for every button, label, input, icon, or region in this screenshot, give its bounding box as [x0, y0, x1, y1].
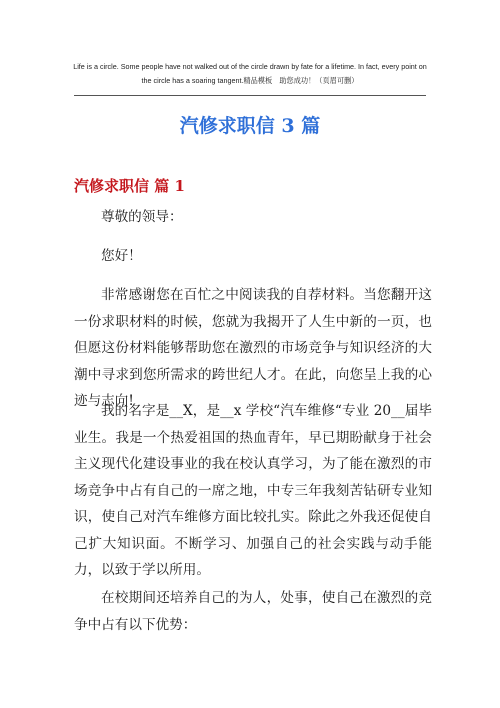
hello-paragraph: 您好！	[101, 248, 142, 264]
intro-paragraph: 非常感谢您在百忙之中阅读我的自荐材料。当您翻开这一份求职材料的时候，您就为我揭开了人生中新的一页，也但愿这份材料能够帮助您在激烈的市场竞争与知识经济的大潮中寻求到您所需求的跨世纪人才。在此，向您呈上我的心迹与志向!	[74, 287, 432, 409]
header-line-2: the circle has a soaring tangent.精品模板 助您成功！（页眉可删）	[141, 76, 359, 85]
section-heading: 汽修求职信 篇 1	[74, 177, 185, 195]
document-title: 汽修求职信 3 篇	[179, 115, 321, 137]
school-period-paragraph: 在校期间还培养自己的为人，处事，使自己在激烈的竞争中占有以下优势：	[74, 590, 432, 633]
greeting-paragraph: 尊敬的领导：	[101, 209, 183, 225]
page-header	[60, 60, 440, 88]
about-me-paragraph: 我的名字是__X，是__x 学校“汽车维修“专业 20__届毕业生。我是一个热爱祖国的热血青年，早已期盼献身于社会主义现代化建设事业的我在校认真学习，为了能在激烈的市场竞争中占有自己的一席之地，中专三年我刻苦钻研专业知识，使自己对汽车维修方面比较扎实。除此之外我还促使自己扩大知识面。不断学习、加强自己的社会实践与动手能力，以致于学以所用。	[74, 403, 432, 578]
header-line-1: Life is a circle. Some people have not walked out of the circle drawn by fate for a lifetime. In fact, every point on	[73, 62, 427, 71]
header-divider	[74, 95, 426, 96]
